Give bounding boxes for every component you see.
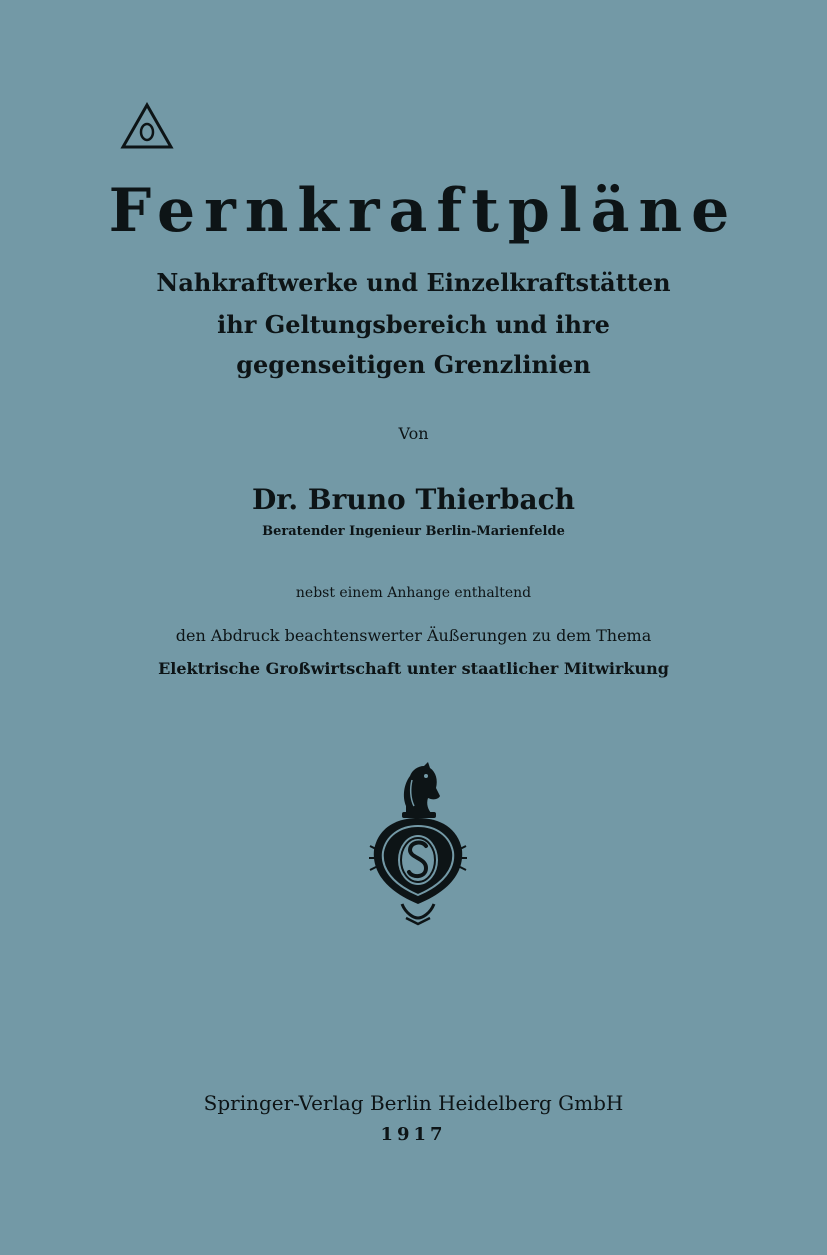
appendix-intro: nebst einem Anhange enthaltend	[295, 585, 532, 601]
appendix-line-2: Elektrische Großwirtschaft unter staatlicher Mitwirkung	[158, 659, 669, 678]
subtitle-line-3: gegenseitigen Grenzlinien	[236, 350, 591, 379]
springer-knight-logo-icon	[366, 758, 470, 926]
triangle-circle-icon	[120, 102, 174, 150]
publication-year: 1917	[380, 1124, 447, 1145]
publisher-name: Springer-Verlag Berlin Heidelberg GmbH	[203, 1091, 624, 1115]
subtitle-line-1: Nahkraftwerke und Einzelkraftstätten	[156, 268, 671, 297]
subtitle-line-2: ihr Geltungsbereich und ihre	[217, 310, 610, 339]
book-title: Fernkraftpläne	[108, 176, 739, 246]
by-label: Von	[398, 424, 429, 443]
author-name: Dr. Bruno Thierbach	[251, 483, 576, 516]
appendix-line-1: den Abdruck beachtenswerter Äußerungen zu dem Thema	[175, 626, 652, 645]
author-affiliation: Beratender Ingenieur Berlin-Marienfelde	[262, 524, 565, 539]
